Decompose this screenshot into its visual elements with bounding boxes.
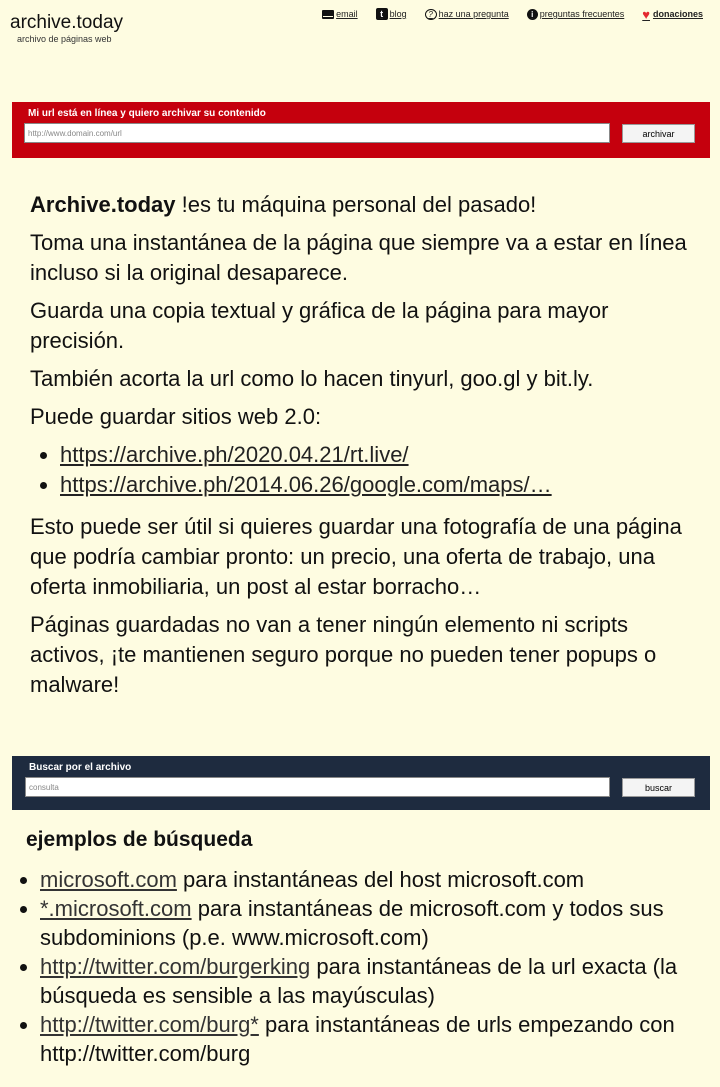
nav-email-label: email bbox=[336, 9, 358, 19]
intro-line-1 bbox=[30, 190, 700, 220]
nav-blog-link[interactable] bbox=[376, 8, 407, 20]
intro-paragraph-safety: Páginas guardadas no van a tener ningún elemento ni scripts activos, ¡te mantienen seguro porque no pueden tener popups o malware! bbox=[30, 612, 657, 697]
search-example-link-wildcard-microsoft[interactable]: *.microsoft.com bbox=[40, 896, 192, 921]
search-examples-heading: ejemplos de búsqueda bbox=[26, 828, 253, 851]
search-example-desc: para instantáneas de microsoft.com y todos sus subdominions (p.e. www.microsoft.com) bbox=[40, 896, 664, 950]
archive-form bbox=[12, 102, 710, 158]
search-form-label: Buscar por el archivo bbox=[29, 762, 132, 773]
list-item bbox=[60, 440, 700, 470]
blog-icon: t bbox=[376, 8, 388, 20]
search-examples-section bbox=[20, 825, 710, 1068]
nav-blog-label: blog bbox=[389, 9, 407, 19]
search-example-link-burgerking[interactable]: http://twitter.com/burgerking bbox=[40, 954, 311, 979]
nav-ask-link[interactable] bbox=[425, 9, 509, 20]
nav-ask-label: haz una pregunta bbox=[438, 9, 509, 19]
archive-url-input[interactable] bbox=[24, 123, 610, 143]
search-example-link-microsoft[interactable]: microsoft.com bbox=[40, 867, 177, 892]
archive-form-label: Mi url está en línea y quiero archivar su contenido bbox=[28, 108, 266, 119]
archive-button[interactable]: archivar bbox=[622, 124, 695, 143]
list-item bbox=[40, 952, 710, 1010]
question-icon: ? bbox=[425, 9, 437, 20]
intro-line-4: También acorta la url como lo hacen tinyurl, goo.gl y bit.ly. bbox=[30, 366, 594, 391]
intro-line-2: Toma una instantánea de la página que siempre va a estar en línea incluso si la original desaparece. bbox=[30, 230, 687, 285]
intro-paragraph-use: Esto puede ser útil si quieres guardar una fotografía de una página que podría cambiar pronto: un precio, una oferta de trabajo, una oferta inmobiliaria, un post al estar borracho… bbox=[30, 514, 682, 599]
site-title[interactable]: archive.today bbox=[10, 12, 124, 33]
list-item bbox=[60, 470, 700, 500]
search-form bbox=[12, 756, 710, 810]
example-link-rt-live[interactable]: https://archive.ph/2020.04.21/rt.live/ bbox=[60, 442, 409, 467]
nav-faq-label: preguntas frecuentes bbox=[539, 9, 625, 19]
heart-icon: ♥ bbox=[642, 6, 650, 22]
intro-line-3: Guarda una copia textual y gráfica de la página para mayor precisión. bbox=[30, 298, 609, 353]
info-icon: i bbox=[527, 9, 538, 20]
intro-line-5: Puede guardar sitios web 2.0: bbox=[30, 404, 322, 429]
example-link-google-maps[interactable]: https://archive.ph/2014.06.26/google.com/maps/… bbox=[60, 472, 552, 497]
site-subtitle: archivo de páginas web bbox=[17, 34, 112, 44]
intro-brand: Archive.today bbox=[30, 192, 176, 217]
nav-faq-link[interactable] bbox=[527, 9, 625, 20]
mail-icon bbox=[322, 10, 334, 19]
intro-line-1-text: !es tu máquina personal del pasado! bbox=[175, 192, 537, 217]
example-links-list bbox=[30, 440, 700, 500]
nav-donate-link[interactable] bbox=[642, 6, 703, 22]
list-item bbox=[40, 894, 710, 952]
search-input[interactable] bbox=[25, 777, 610, 797]
search-example-desc: para instantáneas del host microsoft.com bbox=[176, 867, 585, 892]
search-example-link-burg-prefix[interactable]: http://twitter.com/burg* bbox=[40, 1012, 259, 1037]
search-button[interactable]: buscar bbox=[622, 778, 695, 797]
list-item bbox=[40, 1010, 710, 1068]
search-examples-list bbox=[20, 865, 710, 1068]
search-example-desc: para instantáneas de urls empezando con http://twitter.com/burg bbox=[40, 1012, 675, 1066]
search-example-desc: para instantáneas de la url exacta (la búsqueda es sensible a las mayúsculas) bbox=[40, 954, 678, 1008]
nav-donate-label: donaciones bbox=[652, 9, 703, 19]
top-nav bbox=[304, 6, 703, 22]
list-item bbox=[40, 865, 710, 894]
site-logo[interactable] bbox=[10, 12, 123, 45]
intro-section bbox=[30, 190, 700, 708]
nav-email-link[interactable] bbox=[322, 9, 358, 19]
